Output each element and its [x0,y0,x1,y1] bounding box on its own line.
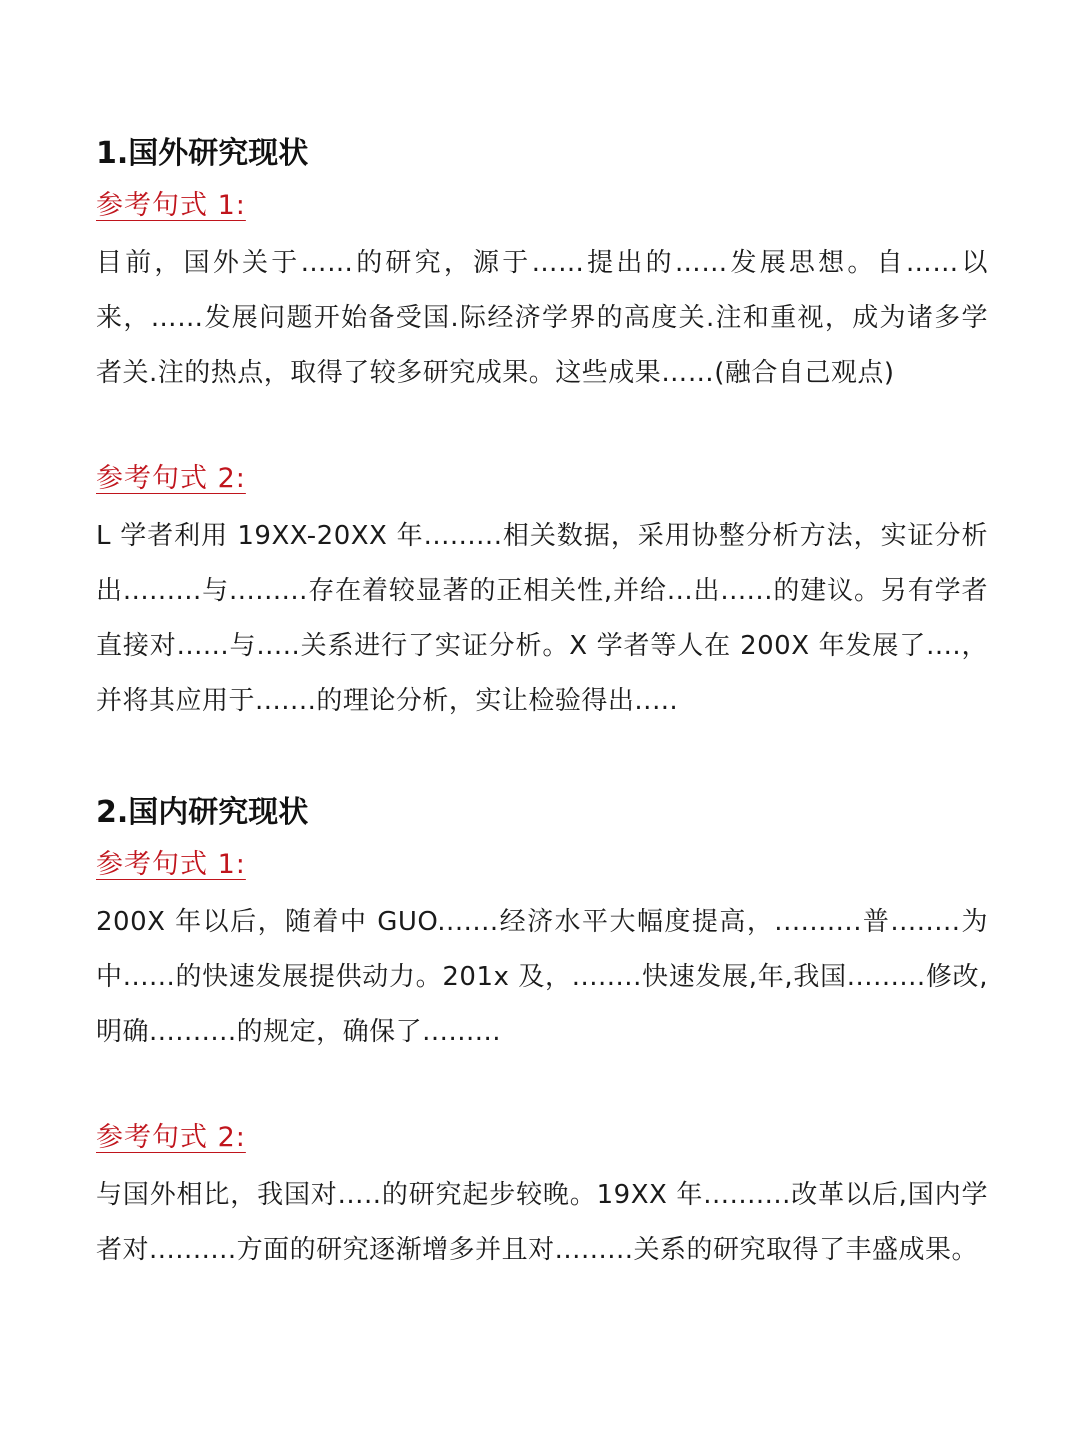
spacer [96,729,988,787]
spacer [96,1060,988,1112]
section-title-foreign: 1.国外研究现状 [96,136,309,171]
pattern-label-foreign-2: 参考句式 2: [96,463,246,494]
pattern-text-foreign-1: 目前，国外关于……的研究，源于……提出的……发展思想。自……以来，……发展问题开始备受国.际经济学界的高度关.注和重视，成为诸多学者关.注的热点，取得了较多研究成果。这些成果……(融合自己观点) [96,248,988,388]
document-page [96,128,988,1278]
pattern-text-domestic-2: 与国外相比，我国对.....的研究起步较晚。19XX 年..........改革以后,国内学者对..........方面的研究逐渐增多并且对.........关系的研究取得了丰盛成果。 [96,1180,988,1265]
pattern-text-foreign-2: L 学者利用 19XX-20XX 年.........相关数据，采用协整分析方法，实证分析出.........与.........存在着较显著的正相关性,并给...出......的建议。另有学者直接对......与.....关系进行了实证分析。X 学者等人在 200X 年发展了....，并将其应用于.......的理论分析，实让检验得出..… [96,521,988,716]
pattern-label-foreign-1: 参考句式 1: [96,190,246,221]
pattern-label-domestic-1: 参考句式 1: [96,849,246,880]
pattern-label-domestic-2: 参考句式 2: [96,1122,246,1153]
spacer [96,401,988,453]
section-title-domestic: 2.国内研究现状 [96,795,309,830]
pattern-text-domestic-1: 200X 年以后，随着中 GUO.......经济水平大幅度提高，..........普........为中......的快速发展提供动力。201x 及，........快速发展,年,我国.........修改,明确..........的规定，确保了......... [96,907,988,1047]
